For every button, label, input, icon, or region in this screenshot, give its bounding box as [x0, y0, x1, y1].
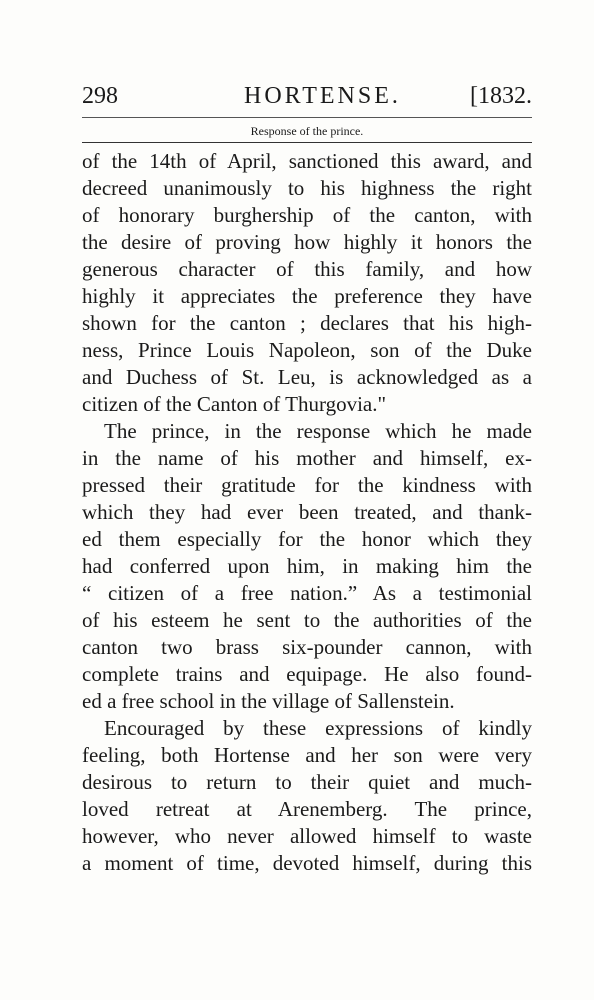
text-line: generous character of this family, and how	[82, 257, 532, 281]
text-line: and Duchess of St. Leu, is acknowledged as a	[82, 365, 532, 389]
header-rule	[82, 117, 532, 118]
text-line: feeling, both Hortense and her son were very	[82, 743, 532, 767]
paragraph-first-line: The prince, in the response which he made	[104, 419, 532, 443]
text-line: ness, Prince Louis Napoleon, son of the Duke	[82, 338, 532, 362]
text-line: a moment of time, devoted himself, during this	[82, 851, 532, 875]
text-line: in the name of his mother and himself, ex-	[82, 446, 532, 470]
running-title: HORTENSE.	[244, 83, 401, 109]
body-text	[82, 148, 532, 877]
text-line: had conferred upon him, in making him the	[82, 554, 532, 578]
text-line: of the 14th of April, sanctioned this award, and	[82, 149, 532, 173]
text-line: which they had ever been treated, and thank-	[82, 500, 532, 524]
running-head	[82, 82, 532, 116]
subhead-rule	[82, 142, 532, 143]
text-line: desirous to return to their quiet and much-	[82, 770, 532, 794]
text-line: however, who never allowed himself to waste	[82, 824, 532, 848]
running-year: [1832.	[470, 83, 532, 109]
paragraph-first-line: Encouraged by these expressions of kindly	[104, 716, 532, 740]
text-line: of honorary burghership of the canton, with	[82, 203, 532, 227]
text-line: ed a free school in the village of Sallenstein.	[82, 689, 455, 713]
text-line: loved retreat at Arenemberg. The prince,	[82, 797, 532, 821]
text-line: complete trains and equipage. He also found-	[82, 662, 532, 686]
text-line: highly it appreciates the preference they have	[82, 284, 532, 308]
text-line: decreed unanimously to his highness the right	[82, 176, 532, 200]
text-line: of his esteem he sent to the authorities of the	[82, 608, 532, 632]
text-line: the desire of proving how highly it honors the	[82, 230, 532, 254]
text-line: “ citizen of a free nation.” As a testimonial	[82, 581, 532, 605]
text-line: canton two brass six-pounder cannon, with	[82, 635, 532, 659]
text-line: citizen of the Canton of Thurgovia."	[82, 392, 387, 416]
section-subhead: Response of the prince.	[250, 124, 364, 138]
page-number: 298	[82, 83, 118, 109]
text-line: ed them especially for the honor which they	[82, 527, 532, 551]
text-line: pressed their gratitude for the kindness with	[82, 473, 532, 497]
text-line: shown for the canton ; declares that his high-	[82, 311, 532, 335]
